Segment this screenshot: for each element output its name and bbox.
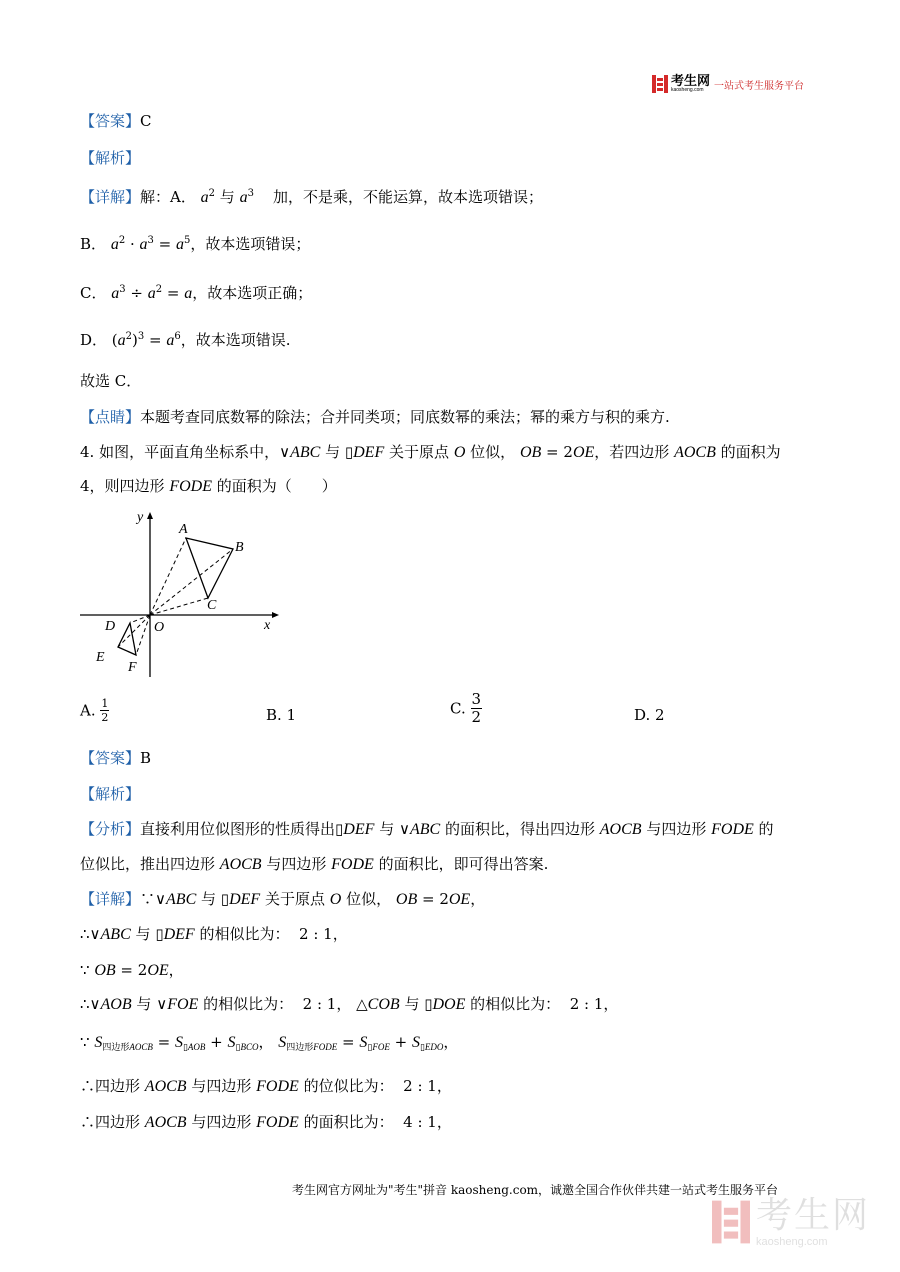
q4-figure: [78, 505, 283, 685]
fig-label-f: F: [128, 660, 137, 675]
fig-label-b: B: [235, 540, 244, 555]
ray-oa: [150, 538, 186, 615]
q4-option-b: B. 1: [266, 706, 297, 724]
watermark-name: 考生网: [756, 1195, 871, 1236]
fig-label-d: D: [105, 619, 116, 634]
q4-analysis-line-1: 【分析】直接利用位似图形的性质得出▯DEF 与 ∨ABC 的面积比，得出四边形 AOCB 与四边形 FODE 的: [80, 820, 774, 838]
logo-mark-icon: [652, 75, 668, 93]
q4-stem-line-2: 4，则四边形 FODE 的面积为（ ）: [80, 477, 337, 495]
q4-stem-line-1: 4. 如图，平面直角坐标系中，∨ABC 与 ▯DEF 关于原点 O 位似， OB = 2OE，若四边形 AOCB 的面积为: [80, 443, 781, 461]
q4-detail-line-4: ∴∨AOB 与 ∨FOE 的相似比为： 2 : 1， △COB 与 ▯DOE 的相似比为： 2 : 1，: [80, 995, 619, 1013]
q4-detail-line-7: ∴四边形 AOCB 与四边形 FODE 的面积比为： 4 : 1，: [80, 1113, 452, 1131]
q4-option-c: C. $\frac{3}{2}$: [450, 690, 482, 726]
fig-label-y: y: [137, 510, 144, 525]
fig-label-e: E: [96, 650, 105, 665]
watermark-logo-icon: [712, 1200, 750, 1244]
logo-slogan: 一站式考生服务平台: [714, 80, 805, 92]
q4-detail-line-5: ∵ $S_{四边形AOCB} = S_{▯AOB} + S_{▯BCO}$， $S_{四边形FODE} = S_{▯FOE} + S_{▯EDO}$，: [80, 1033, 459, 1053]
q3-dianjing: 【点睛】本题考查同底数幂的除法；合并同类项；同底数幂的乘法；幂的乘方与积的乘方.: [80, 408, 670, 426]
q4-detail-line-2: ∴∨ABC 与 ▯DEF 的相似比为： 2 : 1，: [80, 925, 348, 943]
q3-option-b-line: B． $a^2 \cdot a^3 = a^5$，故本选项错误；: [80, 235, 311, 253]
fig-label-c: C: [207, 598, 217, 613]
q4-analysis-line-2: 位似比，推出四边形 AOCB 与四边形 FODE 的面积比，即可得出答案.: [80, 855, 549, 873]
fig-label-x: x: [264, 618, 271, 633]
logo-brand: 考生网 kaosheng.com: [671, 73, 711, 93]
footer-text: 考生网官方网址为"考生"拼音 kaosheng.com，诚邀全国合作伙伴共建一站式考生服务平台: [292, 1183, 779, 1197]
q3-conclusion: 故选 C．: [80, 372, 142, 390]
fig-label-a: A: [179, 522, 188, 537]
logo-url: kaosheng.com: [671, 87, 704, 93]
q4-detail-line-3: ∵ OB = 2OE，: [80, 961, 184, 979]
q4-option-a: A. $\frac{1}{2}$: [80, 697, 109, 724]
x-axis-arrow: [272, 612, 279, 618]
q4-detail-line-1: 【详解】∵∨ABC 与 ▯DEF 关于原点 O 位似， OB = 2OE，: [80, 890, 486, 908]
q4-detail-line-6: ∴四边形 AOCB 与四边形 FODE 的位似比为： 2 : 1，: [80, 1077, 452, 1095]
ray-oc: [150, 598, 208, 615]
y-axis-arrow: [147, 512, 153, 519]
watermark: [712, 1196, 870, 1248]
fig-label-o: O: [154, 620, 165, 635]
q4-answer-line: 【答案】B: [80, 749, 152, 767]
q3-option-d-line: D． $(a^2)^3 = a^6$，故本选项错误.: [80, 331, 291, 349]
q3-jiexi-tag: 【解析】: [80, 149, 141, 167]
q3-option-c-line: C． $a^3 \div a^2 = a$，故本选项正确；: [80, 284, 313, 302]
q3-option-a-line: 【详解】解：A． $a^2$ 与 $a^3$ 加，不是乘，不能运算，故本选项错误；: [80, 188, 544, 206]
triangle-abc: [186, 538, 233, 598]
q4-option-d: D. 2: [634, 706, 665, 724]
watermark-url: kaosheng.com: [756, 1236, 828, 1248]
ray-ob: [150, 549, 233, 615]
triangle-def: [118, 623, 136, 655]
q4-jiexi-tag: 【解析】: [80, 785, 141, 803]
header-logo: [652, 74, 804, 94]
q3-answer-line: 【答案】C: [80, 112, 152, 130]
